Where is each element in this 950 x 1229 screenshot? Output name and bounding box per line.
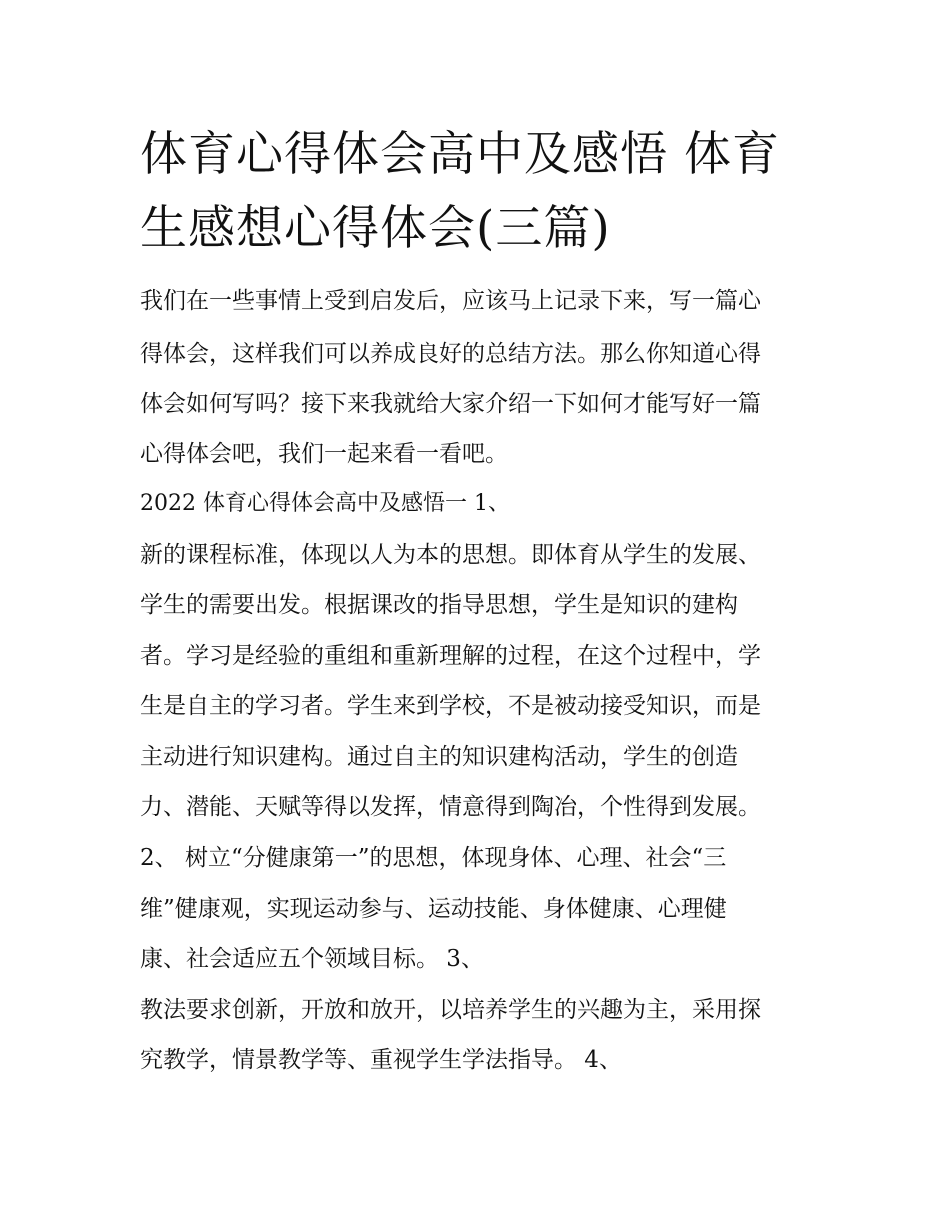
body-line-4: 生是自主的学习者。学生来到学校，不是被动接受知识，而是 xyxy=(140,693,761,719)
body-line-8: 维”健康观，实现运动参与、运动技能、身体健康、心理健 xyxy=(140,896,727,922)
title-line-1: 体育心得体会高中及感悟 体育 xyxy=(140,127,780,182)
body-line-9: 康、社会适应五个领域目标。 3、 xyxy=(140,946,484,972)
title-line-2: 生感想心得体会(三篇) xyxy=(140,201,611,256)
intro-line-3: 体会如何写吗？接下来我就给大家介绍一下如何才能写好一篇 xyxy=(140,391,761,417)
intro-line-1: 我们在一些事情上受到启发后，应该马上记录下来，写一篇心 xyxy=(140,288,761,314)
body-line-1: 新的课程标准，体现以人为本的思想。即体育从学生的发展、 xyxy=(140,542,761,568)
body-line-2: 学生的需要出发。根据课改的指导思想，学生是知识的建构 xyxy=(140,592,738,618)
intro-line-4: 心得体会吧，我们一起来看一看吧。 xyxy=(140,441,508,467)
body-line-6: 力、潜能、天赋等得以发挥，情意得到陶冶，个性得到发展。 xyxy=(140,794,761,820)
document-title xyxy=(140,118,820,266)
body-line-7: 2、 树立“分健康第一”的思想，体现身体、心理、社会“三 xyxy=(140,845,727,871)
body-line-3: 者。学习是经验的重组和重新理解的过程，在这个过程中，学 xyxy=(140,643,761,669)
body-line-10: 教法要求创新，开放和放开，以培养学生的兴趣为主，采用探 xyxy=(140,997,761,1023)
body-line-5: 主动进行知识建构。通过自主的知识建构活动，学生的创造 xyxy=(140,744,738,770)
body-line-11: 究教学，情景教学等、重视学生学法指导。 4、 xyxy=(140,1047,622,1073)
intro-line-2: 得体会，这样我们可以养成良好的总结方法。那么你知道心得 xyxy=(140,341,761,367)
section-heading: 2022 体育心得体会高中及感悟一 1、 xyxy=(140,491,510,516)
